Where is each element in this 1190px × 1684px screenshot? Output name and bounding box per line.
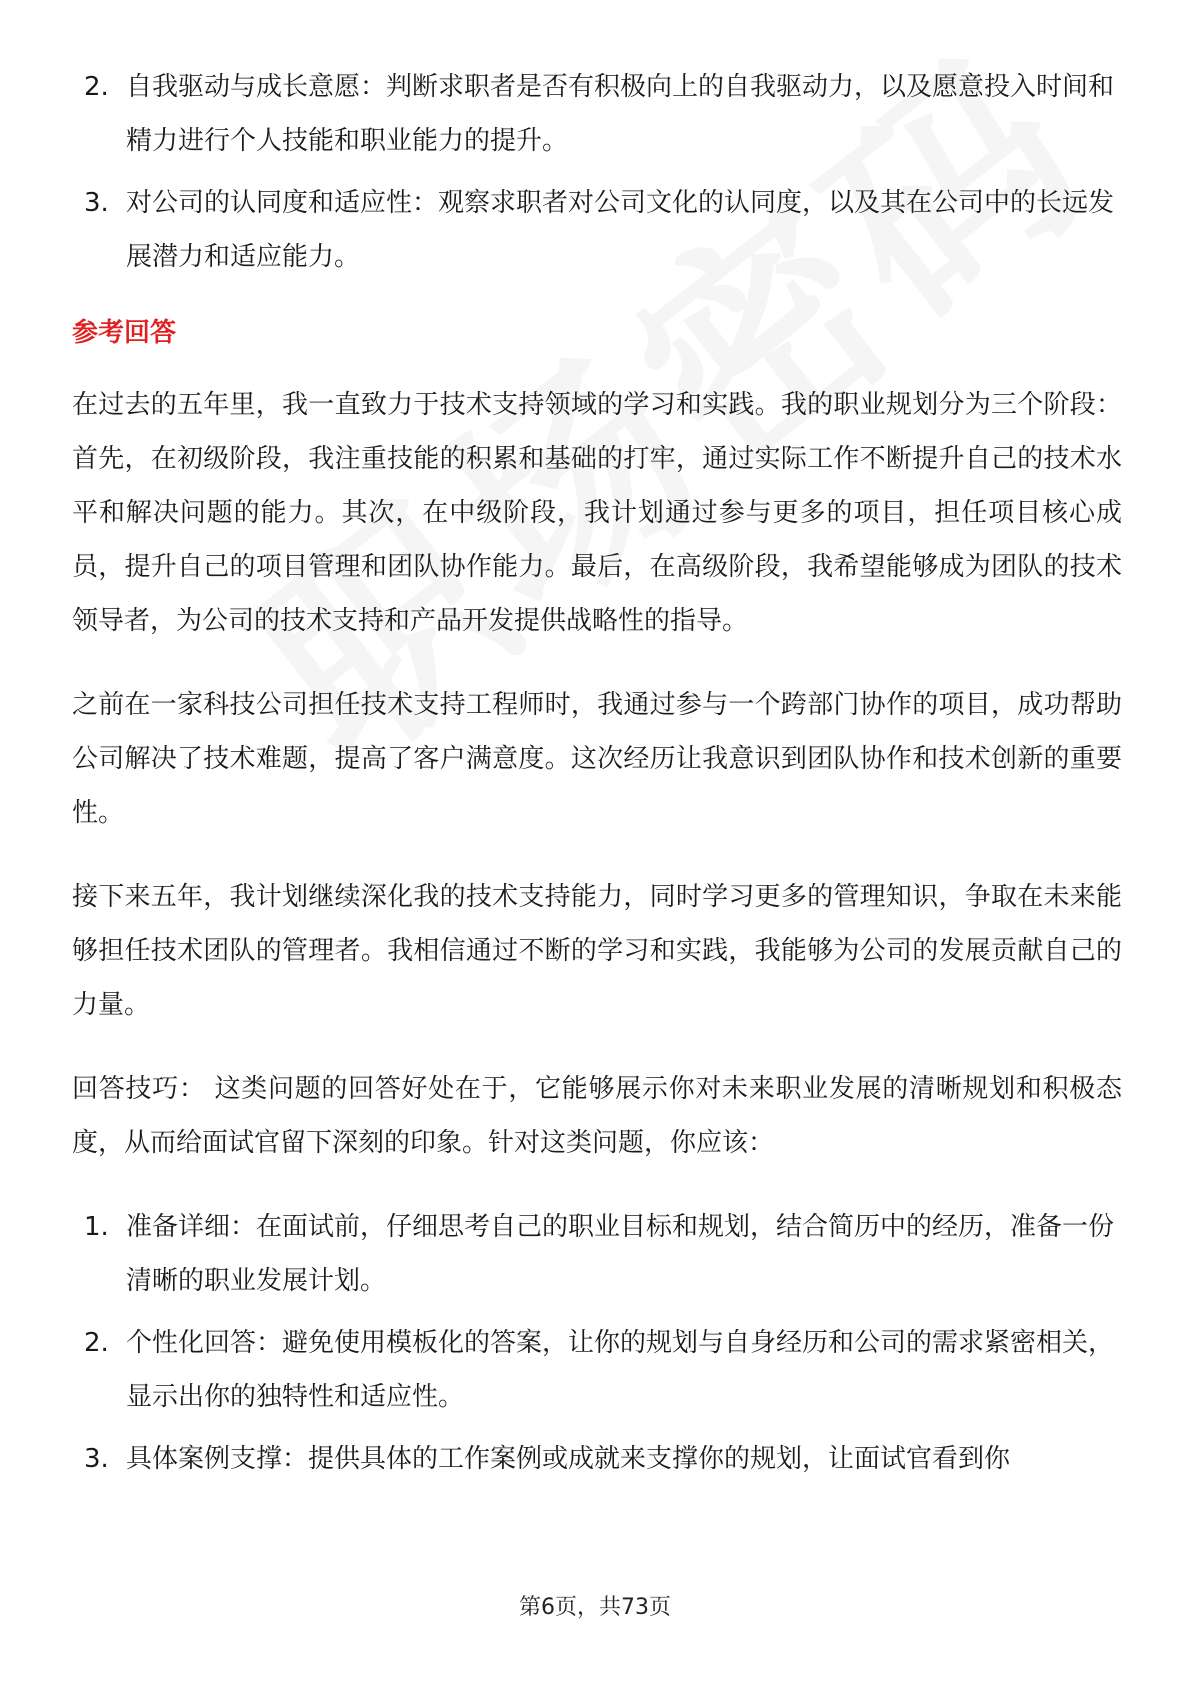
list-item-text: 对公司的认同度和适应性：观察求职者对公司文化的认同度，以及其在公司中的长远发展潜力和适应能力。: [126, 188, 1115, 272]
paragraph: 在过去的五年里，我一直致力于技术支持领域的学习和实践。我的职业规划分为三个阶段：首先，在初级阶段，我注重技能的积累和基础的打牢，通过实际工作不断提升自己的技术水平和解决问题的能力。其次，在中级阶段，我计划通过参与更多的项目，担任项目核心成员，提升自己的项目管理和团队协作能力。最后，在高级阶段，我希望能够成为团队的技术领导者，为公司的技术支持和产品开发提供战略性的指导。: [72, 390, 1122, 636]
list-item: [72, 1316, 1122, 1424]
list-item-number: 3.: [84, 1444, 109, 1474]
list-item-number: 1.: [84, 1212, 109, 1242]
list-item-number: 2.: [84, 1328, 109, 1358]
tips-list: [72, 1200, 1122, 1486]
list-item: [72, 1200, 1122, 1308]
list-item-text: 准备详细：在面试前，仔细思考自己的职业目标和规划，结合简历中的经历，准备一份清晰的职业发展计划。: [126, 1212, 1115, 1296]
document-page: [72, 60, 1122, 1494]
list-item: [72, 1432, 1122, 1486]
top-list: [72, 60, 1122, 284]
list-item: [72, 176, 1122, 284]
paragraph: 回答技巧： 这类问题的回答好处在于，它能够展示你对未来职业发展的清晰规划和积极态度，从而给面试官留下深刻的印象。针对这类问题，你应该：: [72, 1074, 1122, 1158]
list-item-number: 2.: [84, 72, 109, 102]
list-item: [72, 60, 1122, 168]
section-heading: 参考回答: [72, 318, 177, 348]
list-item-text: 个性化回答：避免使用模板化的答案，让你的规划与自身经历和公司的需求紧密相关，显示出你的独特性和适应性。: [126, 1328, 1115, 1412]
page-footer: 第6页，共73页: [519, 1595, 671, 1620]
list-item-text: 具体案例支撑：提供具体的工作案例或成就来支撑你的规划，让面试官看到你: [126, 1444, 1011, 1474]
list-item-number: 3.: [84, 188, 109, 218]
paragraph: 之前在一家科技公司担任技术支持工程师时，我通过参与一个跨部门协作的项目，成功帮助公司解决了技术难题，提高了客户满意度。这次经历让我意识到团队协作和技术创新的重要性。: [72, 690, 1122, 828]
list-item-text: 自我驱动与成长意愿：判断求职者是否有积极向上的自我驱动力，以及愿意投入时间和精力进行个人技能和职业能力的提升。: [126, 72, 1115, 156]
paragraph: 接下来五年，我计划继续深化我的技术支持能力，同时学习更多的管理知识，争取在未来能够担任技术团队的管理者。我相信通过不断的学习和实践，我能够为公司的发展贡献自己的力量。: [72, 882, 1122, 1020]
